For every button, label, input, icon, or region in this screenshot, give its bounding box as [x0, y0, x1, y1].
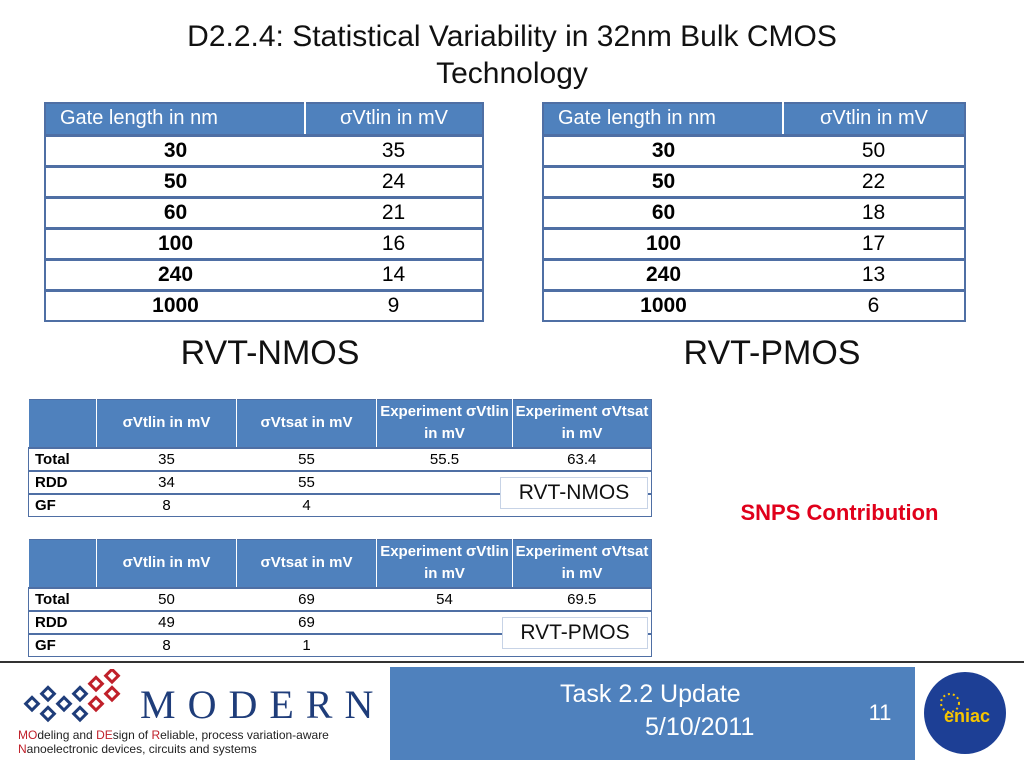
col-header-sigma-vtsat: σVtsat in mV [237, 540, 377, 588]
table-row [543, 135, 965, 166]
title-line-1: D2.2.4: Statistical Variability in 32nm Bulk CMOS [187, 20, 837, 53]
tagline-part: MO [18, 728, 38, 742]
table-row [543, 166, 965, 197]
cell: 55 [237, 471, 377, 494]
cell-gate-length: 60 [45, 197, 305, 228]
date-label: 5/10/2011 [645, 713, 755, 741]
cell-sigma: 9 [305, 290, 483, 321]
col-header-exp-vtsat: Experiment σVtsat in mV [513, 400, 652, 448]
nmos-caption: RVT-NMOS [180, 334, 360, 372]
cell-sigma: 21 [305, 197, 483, 228]
tagline-part: R [151, 728, 161, 742]
cell: 49 [97, 611, 237, 634]
page-number: 11 [868, 700, 892, 725]
table-row [29, 448, 652, 471]
table-row [45, 290, 483, 321]
task-label: Task 2.2 Update [560, 680, 741, 708]
table-row [45, 197, 483, 228]
row-label: Total [29, 448, 97, 471]
cell [377, 494, 513, 517]
row-label: RDD [29, 471, 97, 494]
table-row [543, 259, 965, 290]
cell-gate-length: 60 [543, 197, 783, 228]
cell-sigma: 16 [305, 228, 483, 259]
row-label: GF [29, 634, 97, 657]
tagline-part: sign of [112, 728, 152, 742]
modern-logo-text: MODERN [140, 682, 386, 727]
cell-gate-length: 1000 [45, 290, 305, 321]
cell: 55 [237, 448, 377, 471]
row-label: RDD [29, 611, 97, 634]
footer-eniac-area [915, 667, 1024, 760]
cell: 34 [97, 471, 237, 494]
cell-sigma: 6 [783, 290, 965, 321]
tagline-part: N [18, 742, 27, 756]
cell: 1 [237, 634, 377, 657]
cell: 54 [377, 588, 513, 611]
eniac-logo-text: eniac [943, 706, 991, 726]
tagline-part: eliable, process variation-aware [160, 728, 329, 742]
col-header-sigma-vtlin: σVtlin in mV [97, 540, 237, 588]
cell-gate-length: 50 [543, 166, 783, 197]
pmos-gate-length-table [542, 102, 966, 322]
cell-gate-length: 30 [45, 135, 305, 166]
cell [377, 471, 513, 494]
cell-gate-length: 1000 [543, 290, 783, 321]
pmos-caption: RVT-PMOS [683, 334, 861, 372]
col-header-exp-vtlin: Experiment σVtlin in mV [377, 540, 513, 588]
cell: 8 [97, 494, 237, 517]
table-row [45, 166, 483, 197]
cell-sigma: 50 [783, 135, 965, 166]
col-header-empty [29, 400, 97, 448]
cell-sigma: 18 [783, 197, 965, 228]
row-label: GF [29, 494, 97, 517]
pmos-overlay-label: RVT-PMOS [502, 617, 648, 649]
table-row [45, 228, 483, 259]
cell-sigma: 22 [783, 166, 965, 197]
tagline-part: deling and [37, 728, 97, 742]
col-header-gate-length: Gate length in nm [45, 103, 305, 135]
cell: 50 [97, 588, 237, 611]
cell-sigma: 14 [305, 259, 483, 290]
slide-title [0, 18, 1024, 92]
row-label: Total [29, 588, 97, 611]
tagline-part: anoelectronic devices, circuits and systems [26, 742, 257, 756]
cell: 55.5 [377, 448, 513, 471]
modern-logo-icon [18, 669, 138, 729]
col-header-exp-vtlin: Experiment σVtlin in mV [377, 400, 513, 448]
table-row [29, 588, 652, 611]
cell-gate-length: 240 [543, 259, 783, 290]
col-header-sigma-vtsat: σVtsat in mV [237, 400, 377, 448]
table-row [543, 290, 965, 321]
footer-divider [0, 661, 1024, 663]
table-row [45, 135, 483, 166]
table-row [45, 259, 483, 290]
cell: 69.5 [513, 588, 652, 611]
cell-sigma: 17 [783, 228, 965, 259]
cell [377, 611, 513, 634]
title-line-2: Technology [436, 57, 588, 90]
cell: 8 [97, 634, 237, 657]
cell: 69 [237, 588, 377, 611]
nmos-gate-length-table [44, 102, 484, 322]
cell-gate-length: 100 [45, 228, 305, 259]
cell-sigma: 24 [305, 166, 483, 197]
cell-gate-length: 240 [45, 259, 305, 290]
cell-sigma: 13 [783, 259, 965, 290]
tagline-part: DE [96, 728, 113, 742]
col-header-sigma-vtlin: σVtlin in mV [783, 103, 965, 135]
col-header-gate-length: Gate length in nm [543, 103, 783, 135]
table-row [543, 197, 965, 228]
cell: 4 [237, 494, 377, 517]
cell-gate-length: 50 [45, 166, 305, 197]
cell: 69 [237, 611, 377, 634]
nmos-overlay-label: RVT-NMOS [500, 477, 648, 509]
cell-gate-length: 30 [543, 135, 783, 166]
cell-gate-length: 100 [543, 228, 783, 259]
modern-tagline [18, 728, 329, 756]
eniac-logo-icon [920, 670, 1010, 756]
snps-contribution-label: SNPS Contribution [740, 500, 939, 525]
col-header-exp-vtsat: Experiment σVtsat in mV [513, 540, 652, 588]
col-header-sigma-vtlin: σVtlin in mV [97, 400, 237, 448]
table-row [543, 228, 965, 259]
cell-sigma: 35 [305, 135, 483, 166]
cell: 63.4 [513, 448, 652, 471]
cell: 35 [97, 448, 237, 471]
cell [377, 634, 513, 657]
col-header-empty [29, 540, 97, 588]
col-header-sigma-vtlin: σVtlin in mV [305, 103, 483, 135]
